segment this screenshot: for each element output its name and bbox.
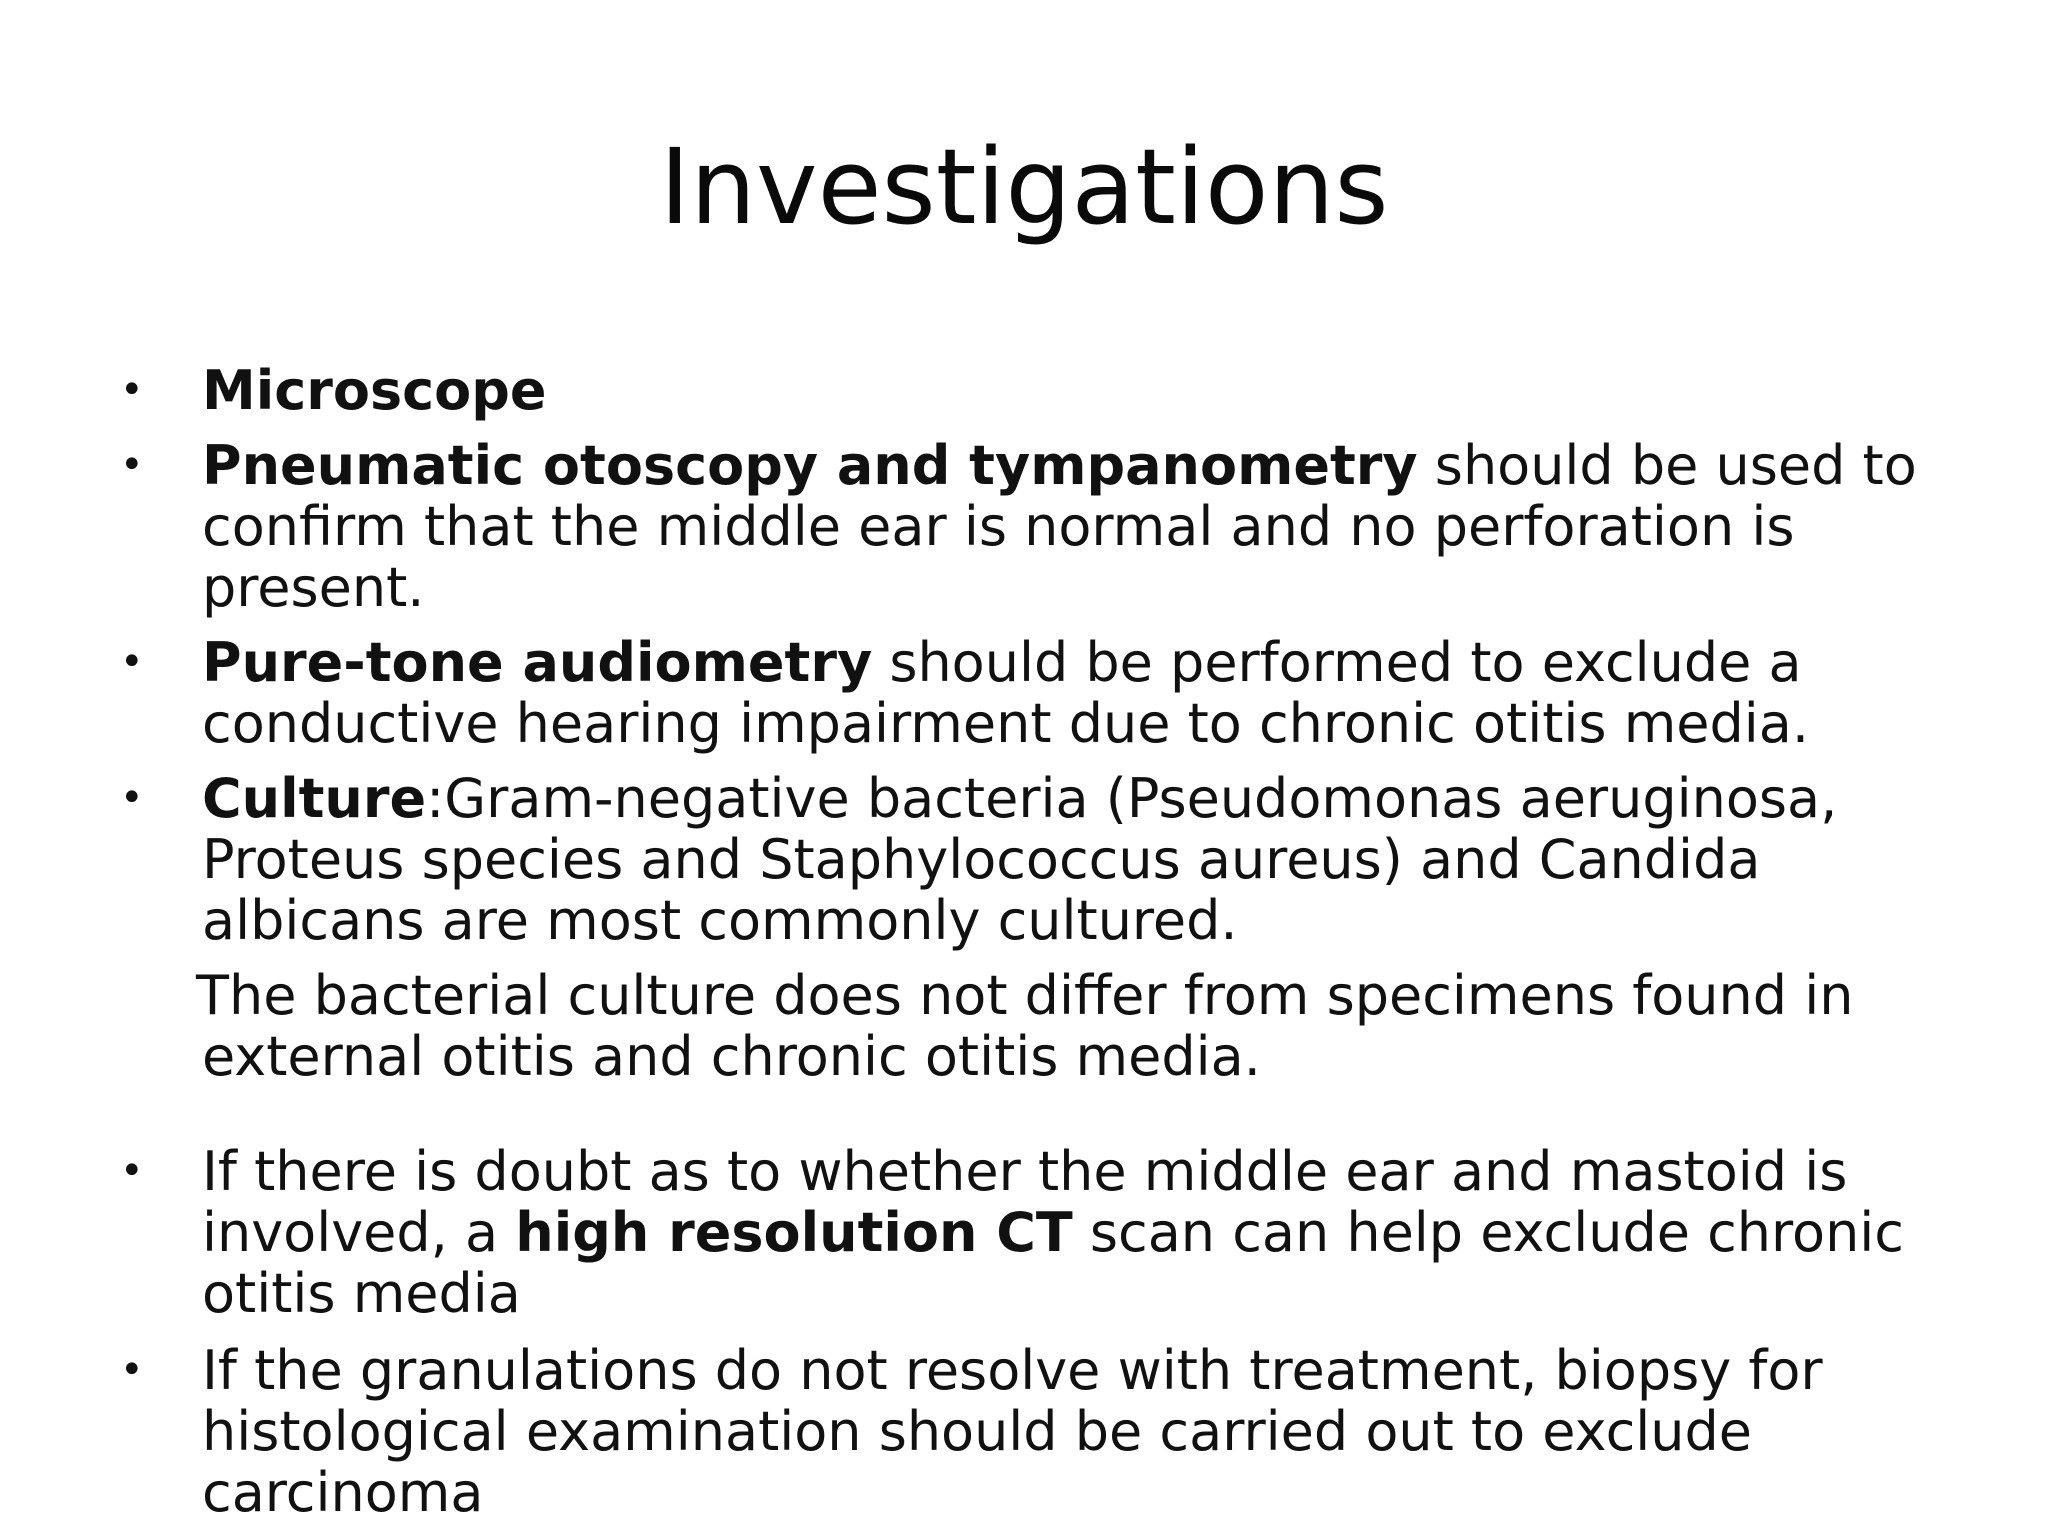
bullet-icon: • xyxy=(120,1148,144,1194)
slide-title: Investigations xyxy=(659,126,1389,248)
item-heading: Microscope xyxy=(202,359,547,422)
item-heading: Culture xyxy=(202,767,427,830)
item-heading: Pure-tone audiometry xyxy=(202,631,873,694)
item-heading: high resolution CT xyxy=(515,1201,1073,1264)
continuation-line-1: The bacterial culture does not differ from specimens found in xyxy=(196,964,1854,1027)
bullet-icon: • xyxy=(120,1347,144,1393)
item-text-after: scan can help exclude chronic otitis media xyxy=(202,1201,1904,1325)
item-text: :Gram-negative bacteria (Pseudomonas aeruginosa, Proteus species and Staphylococcus aureus) and Candida albicans are most commonly cultured. xyxy=(202,767,1838,952)
list-item-pure-tone-audiometry xyxy=(120,632,1980,754)
list-item-microscope xyxy=(120,360,1980,421)
bullet-icon: • xyxy=(120,775,144,821)
list-item-high-resolution-ct xyxy=(120,1141,1980,1324)
culture-continuation xyxy=(120,965,1980,1087)
item-text: should be performed to exclude a conductive hearing impairment due to chronic otitis media. xyxy=(202,631,1810,755)
bullet-icon: • xyxy=(120,367,144,413)
continuation-line-2: external otitis and chronic otitis media. xyxy=(202,1025,1261,1088)
bullet-icon: • xyxy=(120,639,144,685)
bullet-list xyxy=(120,360,1980,1523)
list-item-biopsy xyxy=(120,1340,1980,1523)
item-text: should be used to confirm that the middle ear is normal and no perforation is present. xyxy=(202,434,1917,619)
item-text-before: If there is doubt as to whether the middle ear and mastoid is involved, a xyxy=(202,1140,1848,1264)
list-item-pneumatic-otoscopy xyxy=(120,435,1980,618)
bullet-icon: • xyxy=(120,442,144,488)
item-text: If the granulations do not resolve with treatment, biopsy for histological examination should be carried out to exclude carcinoma xyxy=(202,1339,1823,1524)
item-heading: Pneumatic otoscopy and tympanometry xyxy=(202,434,1418,497)
list-item-culture xyxy=(120,768,1980,951)
